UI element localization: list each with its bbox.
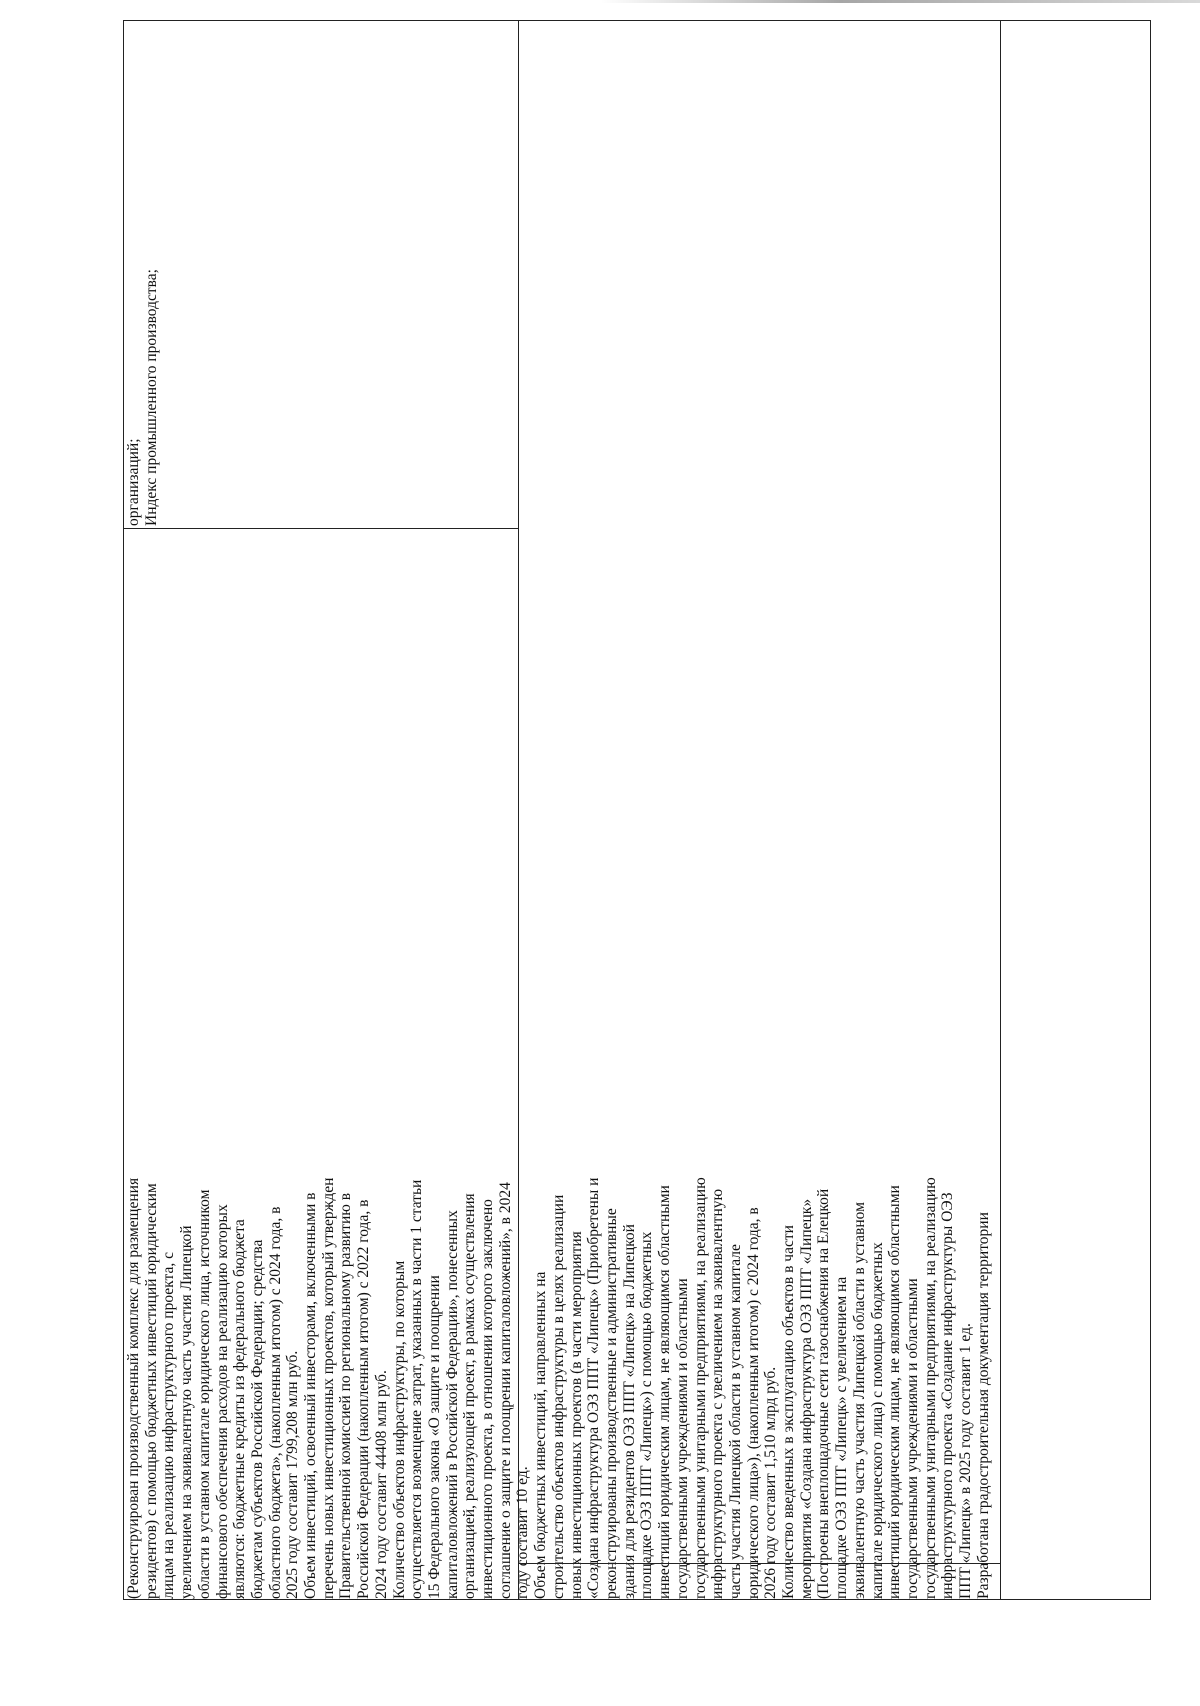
results-text-line: Правительственной комиссией по региональному развитию в: [337, 1192, 355, 1599]
results-text-line: являются: бюджетные кредиты из федерального бюджета: [231, 1219, 249, 1599]
results-text-line: инфраструктурного проекта с увеличением на эквивалентную: [709, 1188, 727, 1599]
results-text-line: государственными унитарными предприятиями, на реализацию: [691, 1177, 709, 1599]
results-text-line: перечень новых инвестиционных проектов, который утвержден: [319, 1177, 337, 1599]
results-text-line: увеличением на эквивалентную часть участия Липецкой: [178, 1225, 196, 1599]
results-text-line: юридического лица»), (накопленным итогом) с 2024 года, в: [744, 1207, 762, 1599]
indicator-text-line: организаций;: [125, 438, 142, 526]
results-text-line: эквивалентную часть участия Липецкой области в уставном: [850, 1202, 868, 1599]
results-text-line: лицам на реализацию инфраструктурного проекта, с: [160, 1252, 178, 1599]
results-text-line: реконструированы производственные и административные: [602, 1208, 620, 1599]
results-text-line: Разработана градостроительная документация территории: [974, 1212, 992, 1599]
results-text-line: бюджетам субъектов Российской Федерации; средства: [248, 1239, 266, 1599]
results-text-line: 2024 году составит 44408 млн руб.: [372, 1370, 390, 1599]
results-text-line: финансового обеспечения расходов на реализацию которых: [213, 1204, 231, 1599]
results-text-line: соглашение о защите и поощрении капиталовложений», в 2024: [496, 1182, 514, 1599]
results-text-line: Российской Федерации (накопленным итогом) с 2022 года, в: [355, 1199, 373, 1599]
results-text-line: государственными унитарными предприятиями, на реализацию: [921, 1177, 939, 1599]
results-text-line: площадке ОЭЗ ППТ «Липецк» с увеличением на: [833, 1276, 851, 1599]
results-text-line: (Построены внеплощадочные сети газоснабжения на Елецкой: [815, 1188, 833, 1599]
results-text-line: 15 Федерального закона «О защите и поощрении: [425, 1275, 443, 1599]
results-text-line: организацией, реализующей проект, в рамках осуществления: [461, 1193, 479, 1599]
results-text-line: областного бюджета», (накопленным итогом) с 2024 года, в: [266, 1206, 284, 1599]
results-text-line: капитале юридического лица) с помощью бюджетных: [868, 1242, 886, 1599]
results-text-line: здания для резидентов ОЭЗ ППТ «Липецк» на Липецкой: [620, 1224, 638, 1599]
results-text-line: инвестиций юридическим лицам, не являющимся областными: [656, 1185, 674, 1599]
results-text-line: инфраструктурного проекта «Создание инфраструктуры ОЭЗ: [939, 1192, 957, 1599]
results-text-line: Объем инвестиций, освоенный инвесторами, включенными в: [302, 1192, 320, 1599]
results-text-line: государственными учреждениями и областными: [903, 1278, 921, 1599]
table-frame: [123, 20, 1151, 1600]
results-text-line: строительство объектов инфраструктуры в целях реализации: [549, 1194, 567, 1599]
results-text-line: 2026 году составит 1,510 млрд руб.: [762, 1366, 780, 1599]
results-text-line: «Создана инфраструктура ОЭЗ ППТ «Липецк» (Приобретены и: [585, 1177, 603, 1599]
results-text-line: инвестиций юридическим лицам, не являющимся областными: [886, 1185, 904, 1599]
results-text-line: области в уставном капитале юридического лица, источником: [195, 1189, 213, 1599]
results-text-line: году составит 10 ед.: [514, 1466, 532, 1599]
scan-edge-artifact: [600, 0, 1200, 3]
indicator-text-line: Индекс промышленного производства;: [142, 269, 160, 526]
results-text-line: 2025 году составит 1799,208 млн руб.: [284, 1350, 302, 1599]
results-text-line: ППТ «Липецк» в 2025 году составит 1 ед.: [957, 1323, 975, 1599]
results-text-line: государственными учреждениями и областными: [673, 1278, 691, 1599]
results-text-line: Количество введенных в эксплуатацию объектов в части: [780, 1225, 798, 1599]
results-text-line: часть участия Липецкой области в уставном капитале: [726, 1244, 744, 1599]
results-text-line: Объем бюджетных инвестиций, направленных на: [532, 1271, 550, 1599]
results-text-line: инвестиционного проекта, в отношении которого заключено: [479, 1199, 497, 1599]
results-text-line: осуществляется возмещение затрат, указанных в части 1 статьи: [408, 1179, 426, 1599]
results-text-line: площадке ОЭЗ ППТ «Липецк») с помощью бюджетных: [638, 1231, 656, 1599]
results-text-line: новых инвестиционных проектов (в части мероприятия: [567, 1231, 585, 1599]
results-text-line: мероприятия «Создана инфраструктура ОЭЗ ППТ «Липецк»: [797, 1198, 815, 1599]
results-text-line: капиталовложений в Российской Федерации», понесенных: [443, 1210, 461, 1599]
results-text-line: резидентов) с помощью бюджетных инвестиций юридическим: [142, 1183, 160, 1599]
results-text-line: (Реконструирован производственный комплекс для размещения: [125, 1177, 142, 1599]
results-text-line: Количество объектов инфраструктуры, по которым: [390, 1260, 408, 1599]
